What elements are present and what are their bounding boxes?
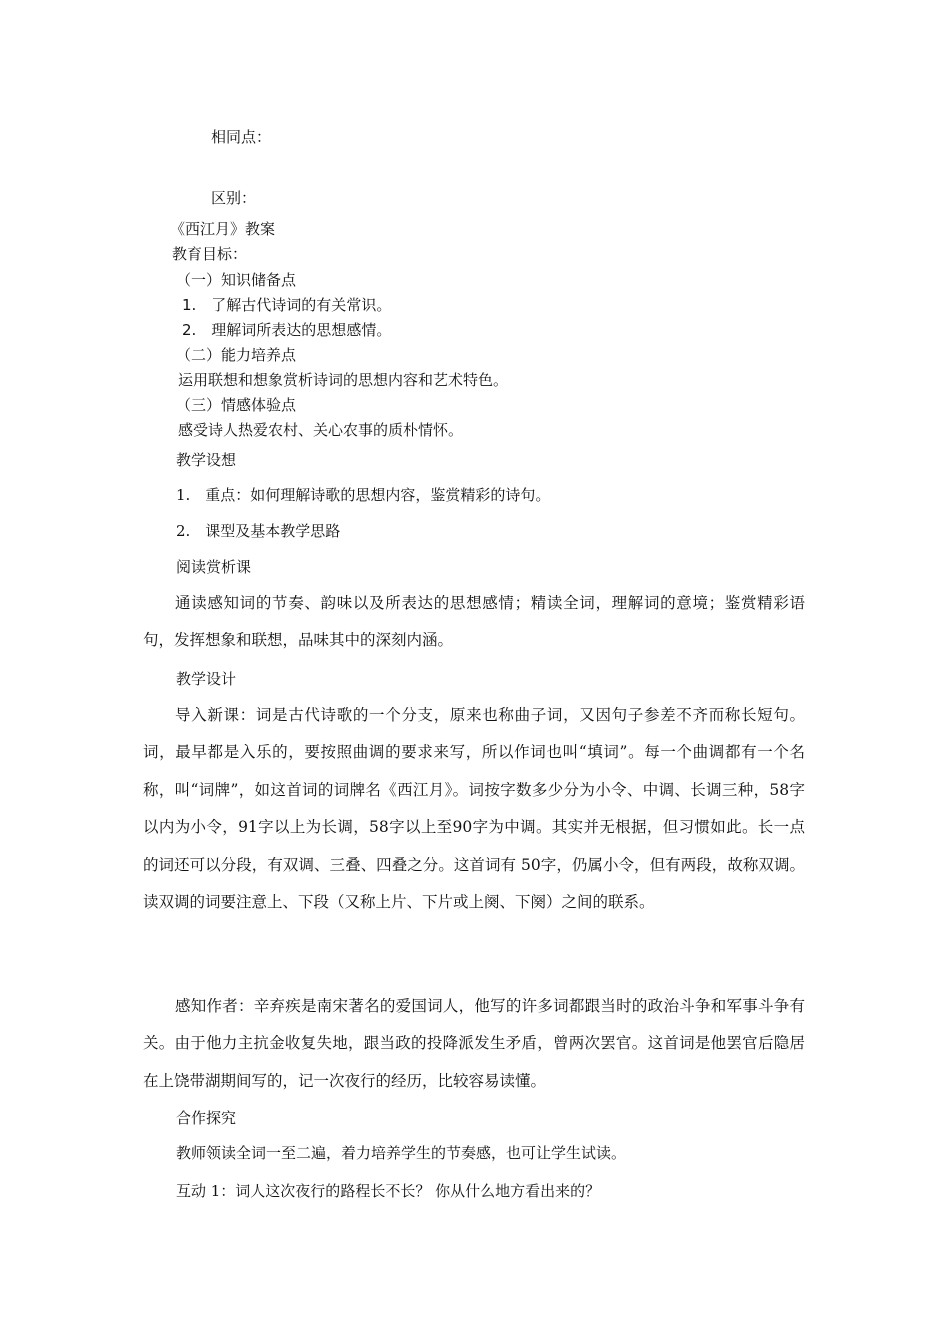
intro-paragraph: 导入新课：词是古代诗歌的一个分支，原来也称曲子词，又因句子参差不齐而称长短句。词，最早都是入乐的，要按照曲调的要求来写，所以作词也叫“填词”。每一个曲调都有一个名称，叫“词牌”，如这首词的词牌名《西江月》。词按字数多少分为小令、中调、长调三种，58字以内为小令，91字以上为长调，58字以上至90字为中调。其实并无根据，但习惯如此。长一点的词还可以分段，有双调、三叠、四叠之分。这首词有 50字，仍属小令，但有两段，故称双调。读双调的词要注意上、下段（又称上片、下片或上阕、下阕）之间的联系。 bbox=[143, 706, 805, 912]
difference-label: 区别： bbox=[211, 189, 257, 207]
cooperate-heading: 合作探究 bbox=[176, 1109, 237, 1127]
knowledge-heading: （一）知识储备点 bbox=[176, 271, 297, 289]
design-idea-heading: 教学设想 bbox=[176, 451, 237, 469]
interaction-1-text: 互动 1：词人这次夜行的路程长不长？ 你从什么地方看出来的？ bbox=[176, 1182, 601, 1200]
focus-item: 1. 重点：如何理解诗歌的思想内容，鉴赏精彩的诗句。 bbox=[176, 486, 551, 504]
lesson-title: 《西江月》教案 bbox=[170, 220, 276, 238]
knowledge-item-1: 1. 了解古代诗词的有关常识。 bbox=[182, 296, 392, 314]
reading-description: 通读感知词的节奏、韵味以及所表达的思想感情；精读全词，理解词的意境；鉴赏精彩语句，发挥想象和联想，品味其中的深刻内涵。 bbox=[143, 594, 805, 650]
ability-text: 运用联想和想象赏析诗词的思想内容和艺术特色。 bbox=[178, 371, 509, 389]
emotion-text: 感受诗人热爱农村、关心农事的质朴情怀。 bbox=[178, 421, 464, 439]
course-type-item: 2. 课型及基本教学思路 bbox=[176, 522, 341, 540]
ability-heading: （二）能力培养点 bbox=[176, 346, 297, 364]
reading-class-label: 阅读赏析课 bbox=[176, 558, 252, 576]
teacher-read-text: 教师领读全词一至二遍，着力培养学生的节奏感，也可让学生试读。 bbox=[176, 1144, 627, 1162]
goals-heading: 教育目标： bbox=[172, 245, 248, 263]
similar-label: 相同点： bbox=[211, 128, 272, 146]
author-paragraph: 感知作者：辛弃疾是南宋著名的爱国词人，他写的许多词都跟当时的政治斗争和军事斗争有关。由于他力主抗金收复失地，跟当政的投降派发生矛盾，曾两次罢官。这首词是他罢官后隐居在上饶带湖期间写的，记一次夜行的经历，比较容易读懂。 bbox=[143, 997, 805, 1090]
knowledge-item-2: 2. 理解词所表达的思想感情。 bbox=[182, 321, 392, 339]
teaching-design-heading: 教学设计 bbox=[176, 670, 237, 688]
emotion-heading: （三）情感体验点 bbox=[176, 396, 297, 414]
